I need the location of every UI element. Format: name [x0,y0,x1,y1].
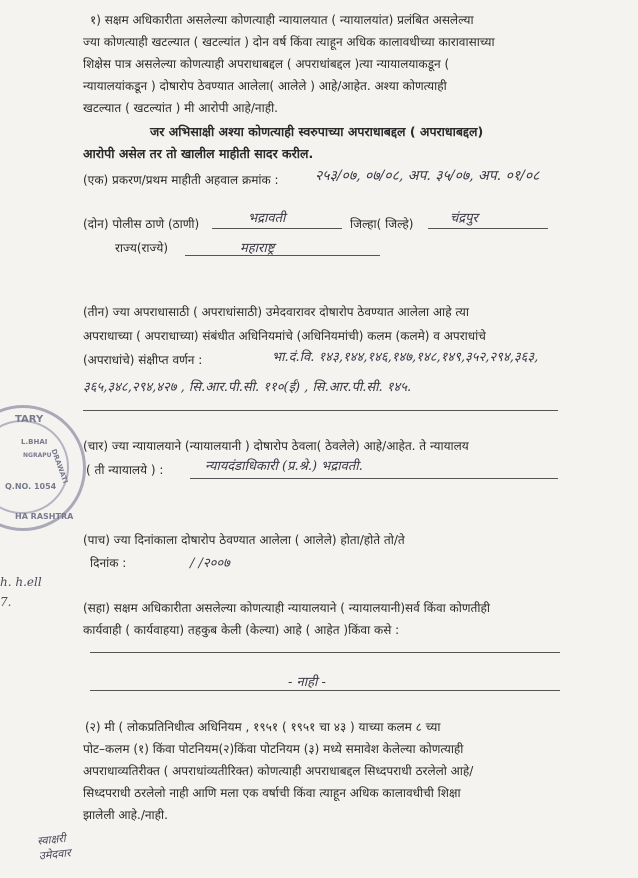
clause2-line: अपराधाव्यतिरीक्त ( अपराधांव्यतीरिक्त) कोणत्याही अपराधाबद्दल सिध्दपराधी ठरलेलो आहे/ [83,764,474,778]
signature: स्वाक्षरी उमेदवार [36,831,72,863]
stamp-text-top: TARY [15,414,44,425]
item4-line1: (चार) ज्या न्यायालयाने (न्यायालयानी ) दोषारोप ठेवला( ठेवलेले) आहे/आहेत. ते न्यायालय [83,439,469,453]
clause2-line: (२) मी ( लोकप्रतिनिधीत्व अधिनियम , १९५१ ( १९५१ चा ४३ ) याच्या कलम ८ च्या [85,720,441,734]
item4-value: न्यायदंडाधिकारी (प्र.श्रे.) भद्रावती. [205,459,363,474]
item3-value-line2: ३६५,३४८,२९४,४२७ , सि.आर.पी.सी. ११०(ई) , सि.आर.पी.सी. १४५. [83,380,412,395]
clause1-line: १) सक्षम अधिकारीता असलेल्या कोणत्याही न्यायालयात ( न्यायालयांत) प्रलंबित असलेल्या [90,13,474,27]
clause1-line: न्यायालयांकडून ) दोषारोप ठेवण्यात आलेला( आलेले ) आहे/आहेत. अश्या कोणत्याही [83,79,447,93]
item2-station-value: भद्रावती [248,211,286,226]
station-underline [212,228,342,229]
item4-underline [190,478,558,479]
item3-line: (अपराधांचे) संक्षीप्त वर्णन : [83,353,203,367]
intro-text: जर अभिसाक्षी अश्या कोणत्याही स्वरुपाच्या अपराधाबद्दल ( अपराधाबद्दल) [150,124,484,139]
stamp-number: Q.NO. 1054 [5,482,57,491]
margin-note: h. h.ell 7. [0,575,42,609]
item2-state-label: राज्य(राज्ये) [115,241,169,255]
item2-district-label: जिल्हा( जिल्हे) [350,217,414,231]
item6-underline-2 [90,690,560,691]
item3-line: (तीन) ज्या अपराधासाठी ( अपराधांसाठी) उमेदवारावर दोषारोप ठेवण्यात आलेला आहे त्या [83,305,469,319]
state-underline [185,255,380,256]
item6-underline-1 [90,652,560,653]
stamp-text-middle: NGRAPU [23,452,52,459]
clause1-line: शिक्षेस पात्र असलेल्या कोणत्याही अपराधाबद्दल ( अपराधांबद्दल )त्या न्यायालयाकडून ( [83,57,450,71]
item2-station-label: (दोन) पोलीस ठाणे (ठाणी) [83,217,200,231]
stamp-text-left: L.BHAI [21,438,48,446]
item2-district-value: चंद्रपुर [450,211,478,226]
item3-underline [83,410,558,411]
item6-line1: (सहा) सक्षम अधिकारीता असलेल्या कोणत्याही न्यायालयाने ( न्यायालयानी)सर्व किंवा कोणतीही [83,601,490,615]
item2-state-value: महाराष्ट्र [240,241,275,256]
item4-label: ( ती न्यायालये ) : [86,463,164,477]
stamp-text-right: DRAWATI [49,448,70,485]
item5-line1: (पाच) ज्या दिनांकाला दोषारोप ठेवण्यात आलेला ( आलेले) होता/होते तो/ते [83,533,405,547]
item6-value: - नाही - [288,675,326,690]
item6-line2: कार्यवाही ( कार्यवाहया) तहकुब केली (केल्या) आहे ( आहेत )किंवा कसे : [83,623,400,637]
item5-value: / /२००७ [190,556,230,571]
item1-value: २५३/०७, ०७/०८, अप. ३५/०७, अप. ०१/०८ [315,168,540,184]
clause2-line: पोट–कलम (१) किंवा पोटनियम(२)किंवा पोटनियम (३) मध्ये समावेश केलेल्या कोणत्याही [83,742,464,756]
item3-line: अपराधाच्या ( अपराधाच्या) संबंधीत अधिनियमांचे (अधिनियमांची) कलम (कलमे) व अपराधांचे [83,329,486,343]
item5-label: दिनांक : [90,556,127,570]
item3-value-line1: भा.दं.वि. १४३,१४४,१४६,१४७,१४८,१४९,३५२,२९४,३६३, [272,350,539,365]
stamp-text-bottom: HA RASHTRA [15,512,74,521]
clause2-line: झालेली आहे./नाही. [83,808,168,822]
notary-stamp [0,405,86,531]
clause1-line: ज्या कोणत्याही खटल्यात ( खटल्यांत ) दोन वर्ष किंवा त्याहून अधिक कालावधीच्या कारावासाच्या [83,35,495,49]
intro-text: आरोपी असेल तर तो खालील माहीती सादर करील. [83,146,314,161]
clause1-line: खटल्यात ( खटल्यांत ) मी आरोपी आहे/नाही. [83,101,278,115]
item1-label: (एक) प्रकरण/प्रथम माहीती अहवाल क्रमांक : [83,173,279,187]
clause2-line: सिध्दपराधी ठरलेलो नाही आणि मला एक वर्षाची किंवा त्याहून अधिक कालावधीची शिक्षा [83,786,461,800]
district-underline [428,228,548,229]
